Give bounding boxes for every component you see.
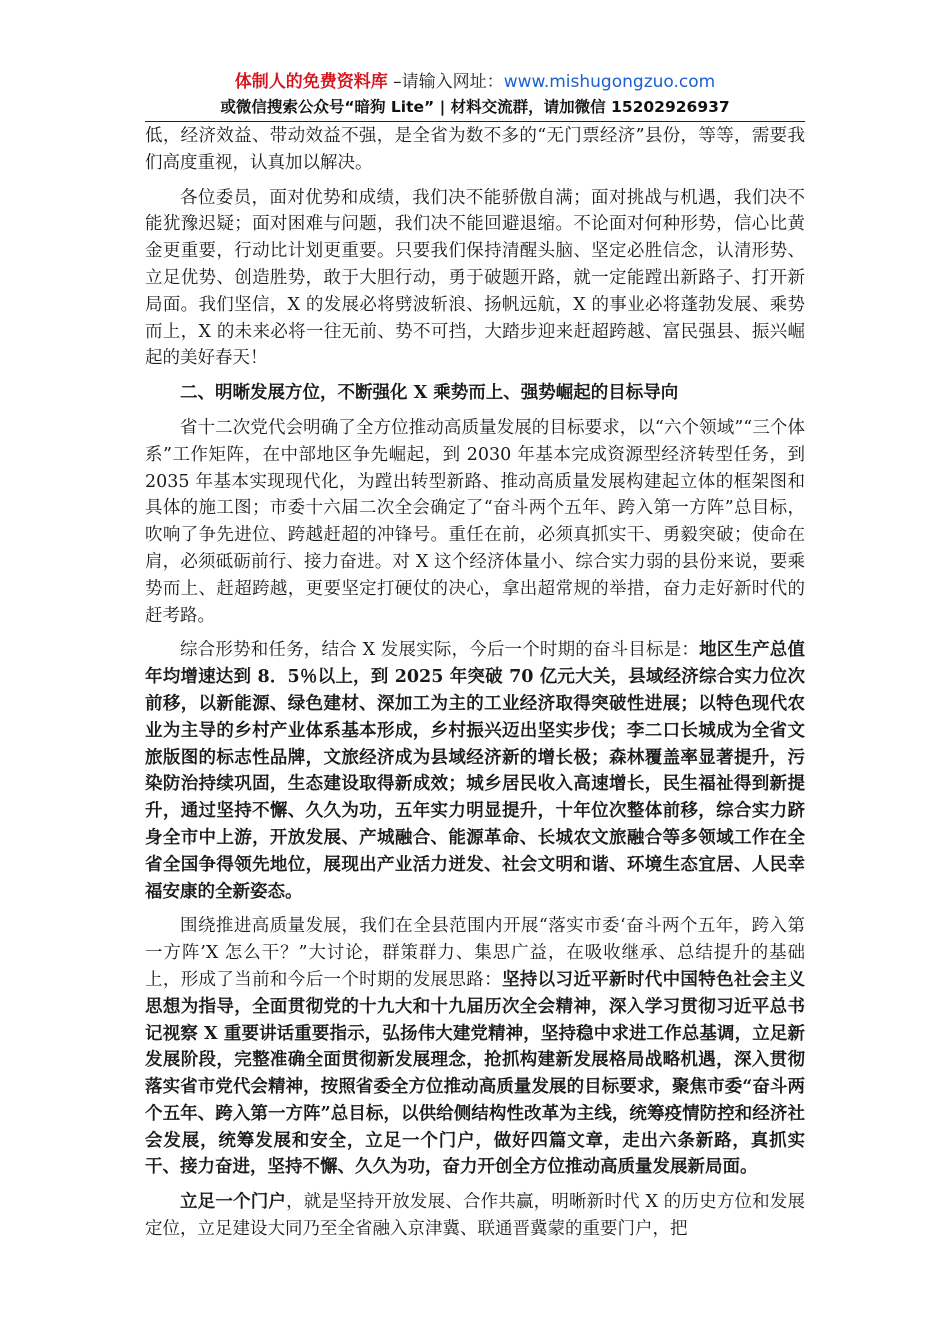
- header-url-link[interactable]: www.mishugongzuo.com: [503, 72, 716, 92]
- section-heading: [145, 380, 805, 407]
- paragraph-text: 综合形势和任务，结合 X 发展实际，今后一个时期的奋斗目标是：: [180, 640, 700, 661]
- paragraph-text: 各位委员，面对优势和成绩，我们决不能骄傲自满；面对挑战与机遇，我们决不能犹豫迟疑；面对困难与问题，我们决不能回避退缩。不论面对何种形势，信心比黄金更重要，行动比计划更重要。只要我们保持清醒头脑、坚定必胜信念，认清形势、立足优势、创造胜势，敢于大胆行动，勇于破题开路，就一定能蹚出新路子、打开新局面。我们坚信，X 的发展必将劈波斩浪、扬帆远航，X 的事业必将蓬勃发展、乘势而上，X 的未来必将一往无前、势不可挡，大踏步迎来赶超跨越、富民强县、振兴崛起的美好春天！: [145, 187, 805, 369]
- header-divider: [145, 121, 805, 122]
- section-heading-text: 二、明晰发展方位，不断强化 X 乘势而上、强势崛起的目标导向: [180, 383, 679, 404]
- paragraph-goals: [145, 637, 805, 905]
- header-brand: 体制人的免费资料库: [234, 72, 388, 92]
- paragraph-text: 低，经济效益、带动效益不强，是全省为数不多的“无门票经济”县份，等等，需要我们高度重视，认真加以解决。: [145, 126, 805, 173]
- header-line-1: [145, 70, 805, 95]
- paragraph-text: 围绕推进高质量发展，我们在全县范围内开展“落实市委‘奋斗两个五年，跨入第一方阵’X 怎么干？”大讨论，群策群力、集思广益，在吸收继承、总结提升的基础上，形成了当前和今后一个时期的发展思路：: [145, 916, 805, 990]
- paragraph-text: 省十二次党代会明确了全方位推动高质量发展的目标要求，以“六个领域”“三个体系”工作矩阵，在中部地区争先崛起，到 2030 年基本完成资源型经济转型任务，到 2035 年基本实现现代化，为蹚出转型新路、推动高质量发展构建起立体的框架图和具体的施工图；市委十六届二次全会确定了“奋斗两个五年、跨入第一方阵”总目标，吹响了争先进位、跨越赶超的冲锋号。重任在前，必须真抓实干、勇毅突破；使命在肩，必须砥砺前行、接力奋进。对 X 这个经济体量小、综合实力弱的县份来说，要乘势而上、赶超跨越，更要坚定打硬仗的决心，拿出超常规的举措，奋力走好新时代的赶考路。: [145, 417, 805, 626]
- paragraph-bold-text: 立足一个门户: [180, 1192, 287, 1213]
- document-body: [145, 123, 805, 1243]
- header-line-2: 或微信搜索公众号“暗狗 Lite” | 材料交流群，请加微信 15202926937: [220, 98, 730, 116]
- paragraph-development-ideas: [145, 913, 805, 1181]
- paragraph-bold-text: 坚持以习近平新时代中国特色社会主义思想为指导，全面贯彻党的十九大和十九届历次全会精神，深入学习贯彻习近平总书记视察 X 重要讲话重要指示，弘扬伟大建党精神，坚持稳中求进工作总基调，立足新发展阶段，完整准确全面贯彻新发展理念，抢抓构建新发展格局战略机遇，深入贯彻落实省市党代会精神，按照省委全方位推动高质量发展的目标要求，聚焦市委“奋斗两个五年、跨入第一方阵”总目标，以供给侧结构性改革为主线，统筹疫情防控和经济社会发展，统筹发展和安全，立足一个门户，做好四篇文章，走出六条新路，真抓实干、接力奋进，坚持不懈、久久为功，奋力开创全方位推动高质量发展新局面。: [145, 969, 806, 1178]
- header-sep: –请输入网址：: [387, 72, 504, 92]
- page-header: [145, 70, 805, 120]
- paragraph-provincial-congress: [145, 415, 805, 629]
- paragraph-continuation: [145, 123, 805, 177]
- paragraph-gateway: [145, 1189, 805, 1243]
- paragraph-bold-text: 地区生产总值年均增速达到 8．5％以上，到 2025 年突破 70 亿元大关，县域经济综合实力位次前移，以新能源、绿色建材、深加工为主的工业经济取得突破性进展；以特色现代农业为主导的乡村产业体系基本形成，乡村振兴迈出坚实步伐；李二口长城成为全省文旅版图的标志性品牌，文旅经济成为县域经济新的增长极；森林覆盖率显著提升，污染防治持续巩固，生态建设取得新成效；城乡居民收入高速增长，民生福祉得到新提升，通过坚持不懈、久久为功，五年实力明显提升，十年位次整体前移，综合实力跻身全市中上游，开放发展、产城融合、能源革命、长城农文旅融合等多领域工作在全省全国争得领先地位，展现出产业活力迸发、社会文明和谐、环境生态宜居、人民幸福安康的全新姿态。: [145, 640, 805, 902]
- paragraph-text: ，就是坚持开放发展、合作共赢，明晰新时代 X 的历史方位和发展定位，立足建设大同乃至全省融入京津冀、联通晋冀蒙的重要门户，把: [145, 1192, 805, 1240]
- paragraph-committee: [145, 185, 805, 373]
